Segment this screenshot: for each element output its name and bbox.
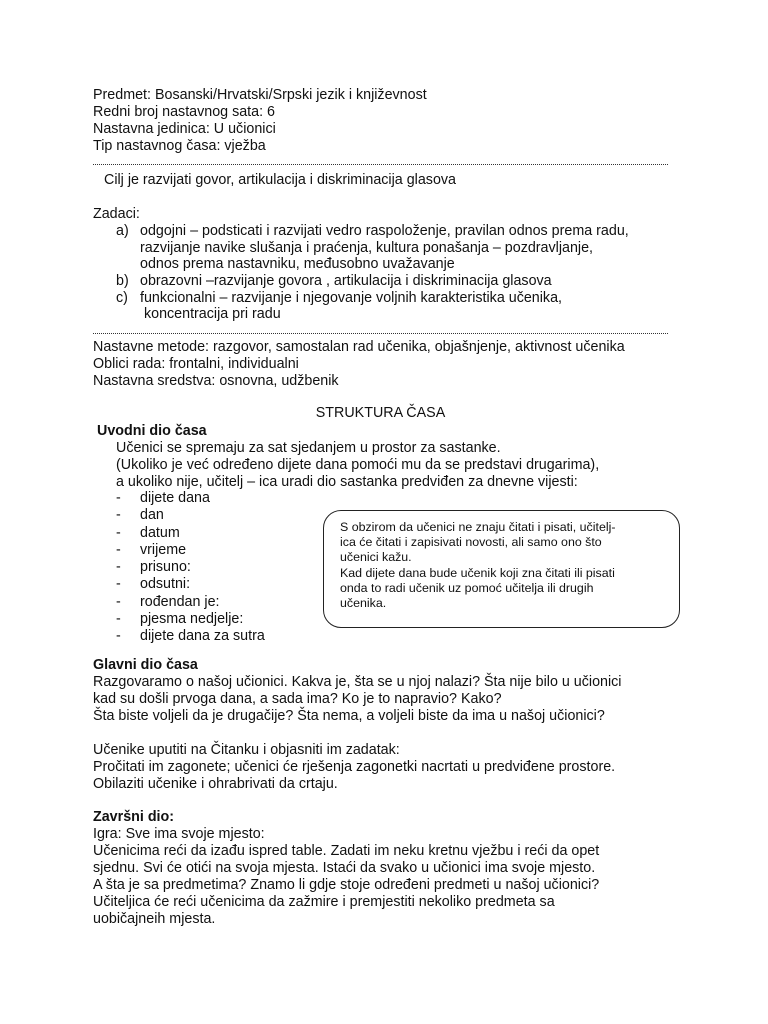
list-item: - rođendan je: (116, 593, 220, 610)
work-forms-line: Oblici rada: frontalni, individualni (93, 356, 299, 372)
task-a-line-2: razvijanje navike slušanja i praćenja, kultura ponašanja – pozdravljanje, (140, 240, 594, 256)
callout-line: S obzirom da učenici ne znaju čitati i pisati, učitelj- (340, 520, 616, 534)
main-line-2: kad su došli prvoga dana, a sada ima? Ko je to napravio? Kako? (93, 691, 502, 707)
task-a-label: a) (116, 223, 129, 239)
task-b-label: b) (116, 273, 129, 289)
note-callout-box (323, 510, 680, 628)
list-item: - datum (116, 524, 180, 541)
task-c-line-2: koncentracija pri radu (140, 306, 281, 322)
callout-line: ica će čitati i zapisivati novosti, ali samo ono što (340, 535, 602, 550)
daily-news-list (116, 490, 265, 646)
list-item: - vrijeme (116, 541, 187, 558)
tasks-title: Zadaci: (93, 206, 140, 222)
final-line-5: Učiteljica će reći učenicima da zažmire i premjestiti nekoliko predmeta sa (93, 894, 555, 910)
task-c-label: c) (116, 290, 128, 306)
lesson-unit-line: Nastavna jedinica: U učionici (93, 121, 276, 137)
intro-line-3: a ukoliko nije, učitelj – ica uradi dio sastanka predviđen za dnevne vijesti: (116, 474, 578, 490)
main-line-1: Razgovaramo o našoj učionici. Kakva je, šta se u njoj nalazi? Šta nije bilo u učionici (93, 674, 622, 690)
task-a-line-1: a) odgojni – podsticati i razvijati vedro raspoloženje, pravilan odnos prema radu, (116, 223, 629, 239)
final-heading: Završni dio: (93, 809, 175, 825)
task-b-line-1: b) obrazovni –razvijanje govora , artikulacija i diskriminacija glasova (116, 273, 552, 289)
list-item: - dan (116, 507, 164, 524)
main-line-6: Obilaziti učenike i ohrabrivati da crtaju. (93, 776, 338, 792)
dotted-divider (93, 333, 668, 334)
goal-line: Cilj je razvijati govor, artikulacija i diskriminacija glasova (104, 172, 456, 188)
structure-title: STRUKTURA ČASA (315, 405, 446, 421)
intro-heading: Uvodni dio časa (97, 423, 207, 439)
list-item: - dijete dana za sutra (116, 628, 265, 645)
list-item: - odsutni: (116, 576, 191, 593)
main-heading: Glavni dio časa (93, 657, 198, 673)
callout-line: Kad dijete dana bude učenik koji zna čitati ili pisati (340, 565, 615, 580)
task-a-line-3: odnos prema nastavniku, međusobno uvažavanje (140, 256, 455, 272)
lesson-type-line: Tip nastavnog časa: vježba (93, 138, 266, 154)
list-item: - prisuno: (116, 559, 191, 576)
list-item: - pjesma nedjelje: (116, 611, 244, 628)
callout-line: učenici kažu. (340, 550, 412, 565)
callout-line: onda to radi učenik uz pomoć učitelja ili drugih (340, 580, 594, 595)
lesson-number-line: Redni broj nastavnog sata: 6 (93, 104, 276, 120)
intro-line-1: Učenici se spremaju za sat sjedanjem u prostor za sastanke. (116, 440, 501, 456)
dotted-divider (93, 164, 668, 165)
final-line-1: Igra: Sve ima svoje mjesto: (93, 826, 265, 842)
main-line-3: Šta biste voljeli da je drugačije? Šta nema, a voljeli biste da ima u našoj učionici? (93, 708, 605, 724)
teaching-aids-line: Nastavna sredstva: osnovna, udžbenik (93, 373, 339, 389)
final-line-4: A šta je sa predmetima? Znamo li gdje stoje određeni predmeti u našoj učionici? (93, 877, 600, 893)
final-line-3: sjednu. Svi će otići na svoja mjesta. Istaći da svako u učionici ima svoje mjesto. (93, 860, 596, 876)
subject-line: Predmet: Bosanski/Hrvatski/Srpski jezik i književnost (93, 87, 427, 103)
intro-line-2: (Ukoliko je već određeno dijete dana pomoći mu da se predstavi drugarima), (116, 457, 600, 473)
final-line-2: Učenicima reći da izađu ispred table. Zadati im neku kretnu vježbu i reći da opet (93, 843, 600, 859)
final-line-6: uobičajneih mjesta. (93, 911, 216, 927)
list-item: - dijete dana (116, 490, 210, 506)
callout-line: učenika. (340, 596, 387, 611)
main-line-4: Učenike uputiti na Čitanku i objasniti im zadatak: (93, 742, 400, 758)
main-line-5: Pročitati im zagonete; učenici će rješenja zagonetki nacrtati u predviđene prostore. (93, 759, 616, 775)
task-c-line-1: c) funkcionalni – razvijanje i njegovanje voljnih karakteristika učenika, (116, 290, 562, 306)
methods-line: Nastavne metode: razgovor, samostalan rad učenika, objašnjenje, aktivnost učenika (93, 339, 625, 355)
